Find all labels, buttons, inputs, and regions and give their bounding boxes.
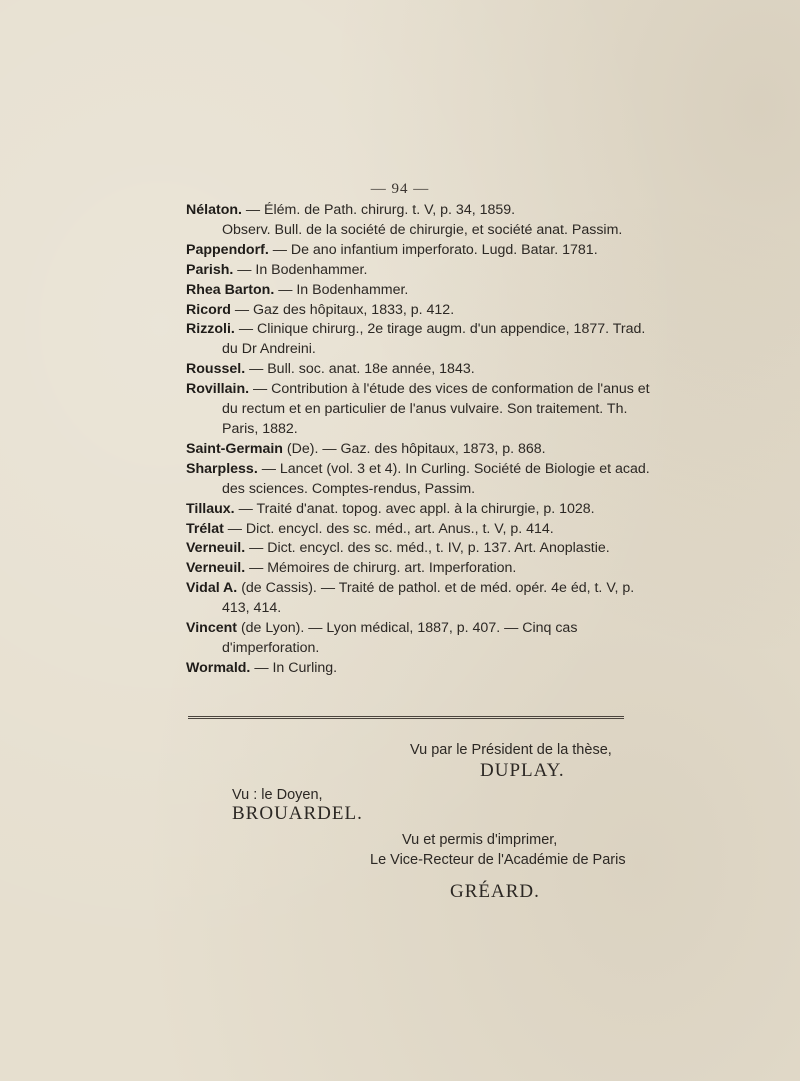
entry-reference: Observ. Bull. de la société de chirurgie, et société anat. Passim.	[222, 221, 623, 238]
entry-author: Ricord	[186, 301, 231, 318]
dean-name: BROUARDEL.	[232, 803, 363, 824]
bibliography-list	[186, 201, 656, 679]
bibliography-entry	[186, 320, 656, 360]
entry-author: Pappendorf.	[186, 241, 269, 258]
entry-reference: — Contribution à l'étude des vices de conformation de l'anus et du rectum et en particulier de l'anus vulvaire. Son traitement. Th. Paris, 1882.	[222, 381, 650, 437]
bibliography-entry	[186, 500, 656, 520]
entry-reference: — De ano infantium imperforato. Lugd. Batar. 1781.	[268, 241, 598, 258]
bibliography-entry	[186, 659, 656, 679]
bibliography-entry	[186, 559, 656, 579]
entry-author: Sharpless.	[186, 460, 258, 477]
entry-reference: — Traité d'anat. topog. avec appl. à la chirurgie, p. 1028.	[234, 500, 595, 517]
bibliography-entry	[186, 619, 656, 659]
rector-approval	[370, 830, 660, 902]
entry-author: Rhea Barton.	[186, 281, 275, 298]
entry-reference: — Bull. soc. anat. 18e année, 1843.	[245, 361, 475, 378]
bibliography-entry	[186, 440, 656, 460]
entry-reference: — In Curling.	[250, 659, 338, 676]
entry-reference: — Gaz des hôpitaux, 1833, p. 412.	[230, 301, 455, 318]
entry-author: Vidal A.	[186, 580, 238, 597]
entry-author: Saint-Germain	[186, 440, 283, 457]
rector-approval-line: Vu et permis d'imprimer,	[402, 832, 558, 848]
entry-author: Vincent	[186, 620, 237, 637]
entry-author: Wormald.	[186, 659, 251, 676]
entry-reference: — Mémoires de chirurg. art. Imperforation.	[245, 560, 517, 577]
bibliography-entry	[186, 360, 656, 380]
entry-reference: (de Cassis). — Traité de pathol. et de méd. opér. 4e éd, t. V, p. 413, 414.	[222, 580, 635, 617]
bibliography-entry	[186, 380, 656, 440]
bibliography-entry	[186, 261, 656, 281]
entry-reference: — Clinique chirurg., 2e tirage augm. d'un appendice, 1877. Trad. du Dr Andreini.	[222, 321, 646, 358]
entry-reference: — In Bodenhammer.	[274, 281, 409, 298]
entry-reference: (De). — Gaz. des hôpitaux, 1873, p. 868.	[282, 440, 546, 457]
president-approval-line: Vu par le Président de la thèse,	[410, 742, 612, 758]
dean-approval	[232, 787, 432, 825]
bibliography-entry	[186, 520, 656, 540]
bibliography-entry	[186, 539, 656, 559]
president-name: DUPLAY.	[480, 760, 565, 781]
rector-name: GRÉARD.	[450, 881, 540, 902]
entry-reference: — In Bodenhammer.	[233, 261, 368, 278]
entry-reference: — Dict. encycl. des sc. méd., art. Anus., t. V, p. 414.	[223, 520, 554, 537]
entry-author: Roussel.	[186, 361, 246, 378]
dean-approval-line: Vu : le Doyen,	[232, 787, 323, 803]
page-number: — 94 —	[370, 181, 430, 197]
entry-author: Verneuil.	[186, 540, 246, 557]
entry-reference: — Élém. de Path. chirurg. t. V, p. 34, 1859.	[241, 202, 516, 218]
entry-reference: — Dict. encycl. des sc. méd., t. IV, p. 137. Art. Anoplastie.	[245, 540, 610, 557]
bibliography-entry	[186, 241, 656, 261]
entry-author: Rizzoli.	[186, 321, 235, 338]
entry-author: Nélaton.	[186, 202, 242, 218]
section-divider	[188, 716, 624, 719]
rector-title: Le Vice-Recteur de l'Académie de Paris	[370, 852, 626, 868]
bibliography-entry	[186, 301, 656, 321]
entry-author: Verneuil.	[186, 560, 246, 577]
entry-author: Rovillain.	[186, 381, 250, 398]
bibliography-entry	[186, 460, 656, 500]
bibliography-entry	[186, 579, 656, 619]
bibliography-entry	[186, 281, 656, 301]
bibliography-entry	[222, 221, 656, 241]
entry-author: Trélat	[186, 520, 224, 537]
entry-author: Parish.	[186, 261, 234, 278]
entry-author: Tillaux.	[186, 500, 235, 517]
entry-reference: (de Lyon). — Lyon médical, 1887, p. 407. — Cinq cas d'imperforation.	[222, 620, 578, 656]
president-approval	[410, 742, 650, 782]
bibliography-entry	[186, 201, 656, 221]
entry-reference: — Lancet (vol. 3 et 4). In Curling. Société de Biologie et acad. des sciences. Comptes-rendus, Passim.	[222, 460, 650, 497]
